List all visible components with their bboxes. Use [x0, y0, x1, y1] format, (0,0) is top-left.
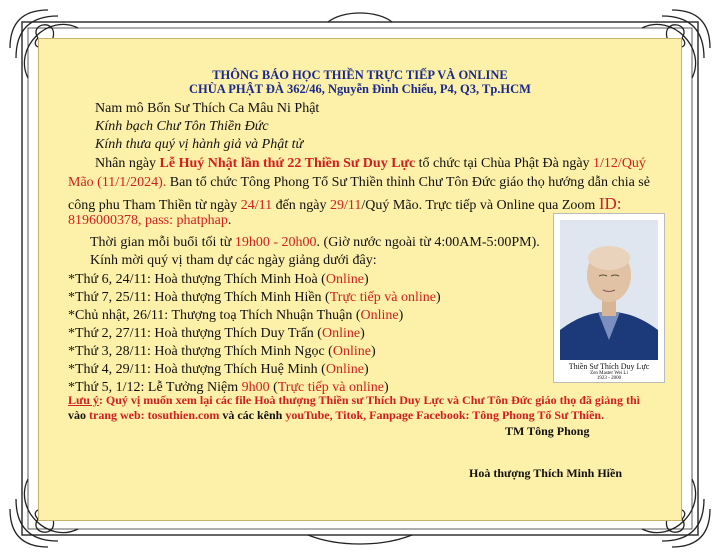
- schedule-item: *Thứ 4, 29/11: Hoà thượng Thích Huệ Minh (Online): [68, 362, 369, 377]
- note-line-2: vào trang web: tosuthien.com và các kênh youTube, Titok, Fanpage Facebook: Tông Phong Tổ Sư Thiền.: [68, 408, 605, 422]
- signature-name: Hoà thượng Thích Minh Hiền: [469, 466, 622, 480]
- temple-address: CHÙA PHẬT ĐÀ 362/46, Nguyễn Đình Chiểu, P4, Q3, Tp.HCM: [189, 82, 531, 96]
- greeting-line-2: Kính bạch Chư Tôn Thiền Đức: [95, 119, 269, 134]
- time-line: Thời gian mỗi buổi tối từ 19h00 - 20h00. (Giờ nước ngoài từ 4:00AM-5:00PM).: [90, 235, 540, 250]
- schedule-item: *Chủ nhật, 26/11: Thượng toạ Thích Nhuận Thuận (Online): [68, 308, 404, 323]
- portrait-image: [560, 220, 658, 360]
- schedule-item: *Thứ 5, 1/12: Lễ Tưởng Niệm 9h00 (Trực tiếp và online): [68, 380, 389, 395]
- note-line-1: Lưu ý: Quý vị muốn xem lại các file Hoà thượng Thiền sư Thích Duy Lực và Chư Tôn Đức giáo thọ đã giảng thì: [68, 393, 640, 407]
- announcement-title: THÔNG BÁO HỌC THIỀN TRỰC TIẾP VÀ ONLINE: [212, 68, 508, 82]
- para1-line-3: công phu Tham Thiền từ ngày 24/11 đến ngày 29/11/Quý Mão. Trực tiếp và Online qua Zoom ID:: [68, 194, 622, 213]
- schedule-item: *Thứ 6, 24/11: Hoà thượng Thích Minh Hoà (Online): [68, 272, 369, 287]
- portrait-caption: Thiền Sư Thích Duy Lực Zen Master Wei Li 1923 - 2000: [568, 362, 650, 381]
- greeting-line-3: Kính thưa quý vị hành giả và Phật tử: [95, 137, 304, 152]
- schedule-item: *Thứ 2, 27/11: Hoà thượng Thích Duy Trấn (Online): [68, 326, 365, 341]
- schedule-item: *Thứ 7, 25/11: Hoà thượng Thích Minh Hiền (Trực tiếp và online): [68, 290, 441, 305]
- signature-organization: TM Tông Phong: [505, 424, 590, 438]
- greeting-line-1: Nam mô Bổn Sư Thích Ca Mâu Ni Phật: [95, 101, 320, 116]
- invite-line: Kính mời quý vị tham dự các ngày giảng dưới đây:: [90, 253, 377, 268]
- portrait-photo: [553, 213, 665, 383]
- para1-line-1: Nhân ngày Lễ Huý Nhật lần thứ 22 Thiền Sư Duy Lực tổ chức tại Chùa Phật Đà ngày 1/12/Quý: [95, 156, 646, 171]
- para1-line-4: 8196000378, pass: phatphap.: [68, 213, 232, 228]
- schedule-item: *Thứ 3, 28/11: Hoà thượng Thích Minh Ngọc (Online): [68, 344, 376, 359]
- para1-line-2: Mão (11/1/2024). Ban tổ chức Tông Phong Tổ Sư Thiền thỉnh Chư Tôn Đức giáo thọ hướng dẫn chia sẻ: [68, 175, 650, 190]
